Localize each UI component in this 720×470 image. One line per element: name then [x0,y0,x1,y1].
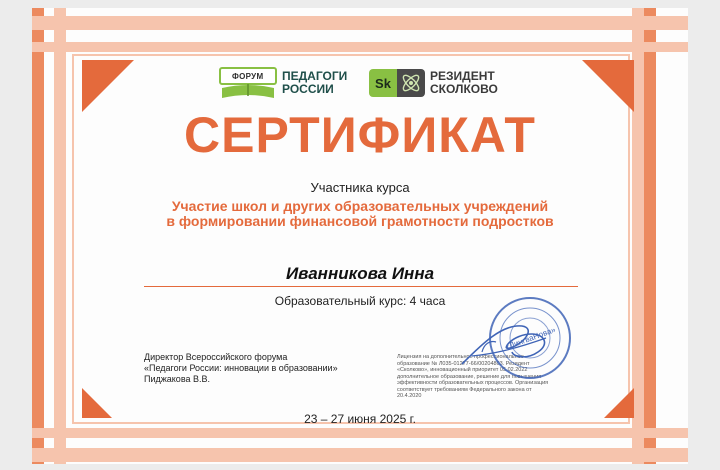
forum-text-line1: ПЕДАГОГИ [282,69,348,83]
course-title [32,199,688,229]
certificate-subtitle: Участника курса [310,180,410,195]
top-stripe [32,16,688,30]
bottom-stripe [32,428,688,438]
name-underline [144,286,578,287]
course-title-line1: Участие школ и других образовательных учреждений [171,198,549,214]
recipient-name: Иванникова Инна [285,264,435,283]
skolkovo-mark: Sk [369,69,397,97]
bottom-stripe-2 [32,448,688,462]
logos-row [32,66,688,106]
course-title-line2: в формировании финансовой грамотности подростков [166,213,554,229]
forum-text-line2: РОССИИ [282,82,334,96]
skolkovo-text-line2: СКОЛКОВО [430,82,498,96]
skolkovo-text-line1: РЕЗИДЕНТ [430,69,495,83]
forum-logo [218,66,278,102]
director-name: Пиджакова В.В. [144,374,211,384]
skolkovo-logo [369,69,425,97]
forum-badge-label: ФОРУМ [232,72,264,81]
skolkovo-logo-text [430,70,498,96]
director-line2: «Педагоги России: инновации в образовании» [144,363,338,373]
course-dates: 23 – 27 июня 2025 г. [304,412,416,426]
top-stripe-2 [32,42,688,52]
atom-icon [397,69,425,97]
certificate-title: СЕРТИФИКАТ [184,107,536,163]
license-text: Лицензия на дополнительное профессиональное образование № Л035-01277-66/00204803. Резидент «Сколково», инновационный приоритет 05.02.2022 дополнительное образование, решение для повышения эффективности образовательных процессов. Организация соответствует требованиям Федерального закона от 20.4.2020 [397,354,549,399]
director-signature-block [144,352,338,385]
forum-logo-text [282,70,347,96]
stamp-label: «ЛингваНова» [503,325,557,352]
certificate [32,8,688,464]
signature [452,304,556,376]
course-hours: Образовательный курс: 4 часа [274,294,446,308]
director-line1: Директор Всероссийского форума [144,352,288,362]
